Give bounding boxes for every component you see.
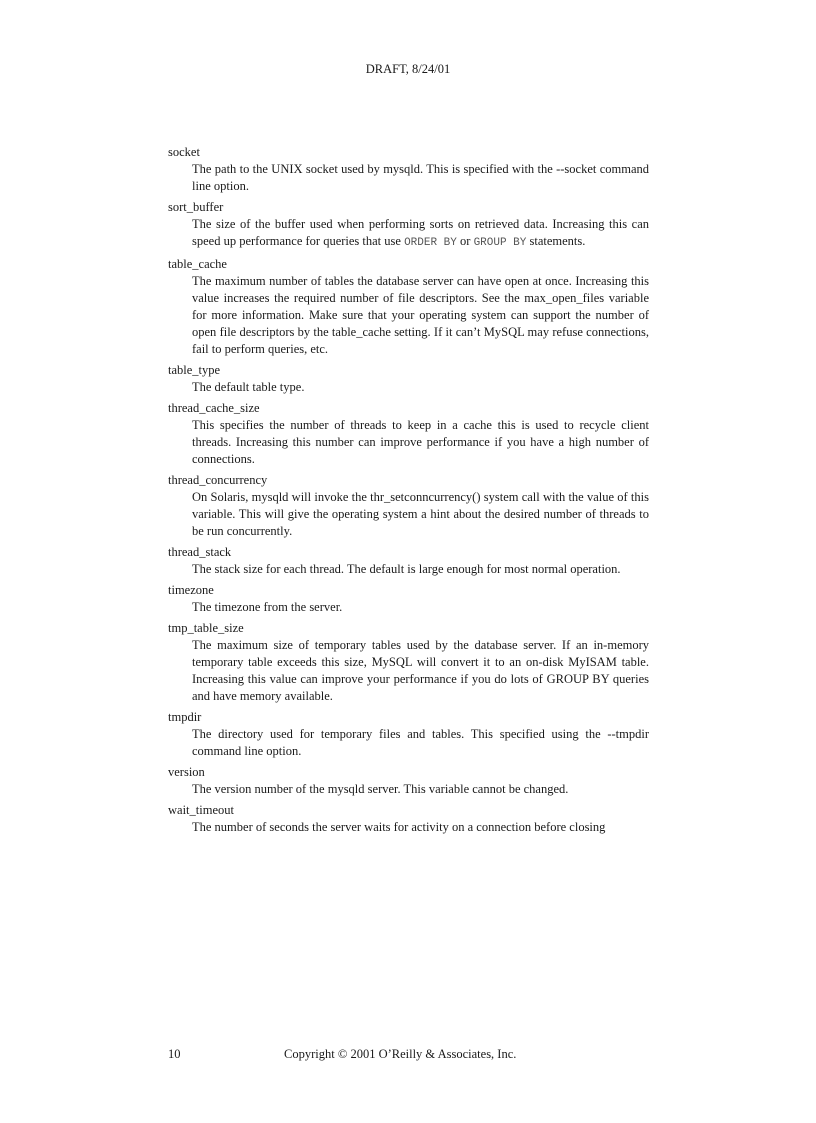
desc-text: statements.: [526, 234, 586, 248]
variable-list: [168, 144, 649, 840]
desc-text: or: [456, 234, 474, 248]
desc-wait-timeout: The number of seconds the server waits for activity on a connection before closing: [192, 820, 606, 834]
list-item-wait-timeout: [168, 802, 649, 836]
list-item-thread-concurrency: [168, 472, 649, 540]
list-item-table-type: [168, 362, 649, 396]
term-timezone: timezone: [168, 583, 214, 597]
desc-sort-buffer: [192, 216, 649, 252]
list-item-sort-buffer: [168, 199, 649, 252]
term-table-type: table_type: [168, 363, 221, 377]
term-table-cache: table_cache: [168, 257, 227, 271]
desc-table-type: The default table type.: [192, 380, 305, 394]
term-socket: socket: [168, 145, 200, 159]
list-item-tmp-table-size: [168, 620, 649, 705]
page-number: 10: [168, 1047, 181, 1061]
list-item-timezone: [168, 582, 649, 616]
desc-table-cache: The maximum number of tables the database server can have open at once. Increasing this value increases the required number of file descriptors. See the max_open_files variable for more information. Make sure that your operating system can support the number of open file descriptors by the table_cache setting. If it can’t MySQL may refuse connections, fail to perform queries, etc.: [192, 274, 649, 356]
list-item-tmpdir: [168, 709, 649, 760]
term-wait-timeout: wait_timeout: [168, 803, 234, 817]
desc-timezone: The timezone from the server.: [192, 600, 343, 614]
term-thread-cache-size: thread_cache_size: [168, 401, 260, 415]
code-order-by: ORDER BY: [404, 237, 457, 249]
desc-tmpdir: The directory used for temporary files and tables. This specified using the --tmpdir command line option.: [192, 727, 649, 758]
draft-header: DRAFT, 8/24/01: [365, 62, 451, 76]
term-sort-buffer: sort_buffer: [168, 200, 224, 214]
term-tmp-table-size: tmp_table_size: [168, 621, 244, 635]
term-thread-stack: thread_stack: [168, 545, 232, 559]
desc-thread-concurrency: On Solaris, mysqld will invoke the thr_setconncurrency() system call with the value of this variable. This will give the operating system a hint about the desired number of threads to be run concurrently.: [192, 490, 649, 538]
desc-socket: The path to the UNIX socket used by mysqld. This is specified with the --socket command line option.: [192, 162, 649, 193]
desc-thread-cache-size: This specifies the number of threads to keep in a cache this is used to recycle client threads. Increasing this number can improve performance if you have a high number of connections.: [192, 418, 649, 466]
list-item-thread-stack: [168, 544, 649, 578]
desc-text: The size of the buffer used when performing sorts on retrieved data. Increasing this can speed up performance for queries that use: [192, 217, 649, 248]
desc-thread-stack: The stack size for each thread. The default is large enough for most normal operation.: [192, 562, 621, 576]
code-group-by: GROUP BY: [473, 237, 527, 249]
term-tmpdir: tmpdir: [168, 710, 202, 724]
term-thread-concurrency: thread_concurrency: [168, 473, 268, 487]
list-item-version: [168, 764, 649, 798]
desc-version: The version number of the mysqld server. This variable cannot be changed.: [192, 782, 569, 796]
list-item-thread-cache-size: [168, 400, 649, 468]
desc-tmp-table-size: The maximum size of temporary tables used by the database server. If an in-memory temporary table exceeds this size, MySQL will convert it to an on-disk MyISAM table. Increasing this value can improve your performance if you do lots of GROUP BY queries and have memory available.: [192, 638, 649, 703]
list-item-table-cache: [168, 256, 649, 358]
term-version: version: [168, 765, 205, 779]
list-item-socket: [168, 144, 649, 195]
copyright-notice: Copyright © 2001 O’Reilly & Associates, Inc.: [284, 1047, 517, 1061]
